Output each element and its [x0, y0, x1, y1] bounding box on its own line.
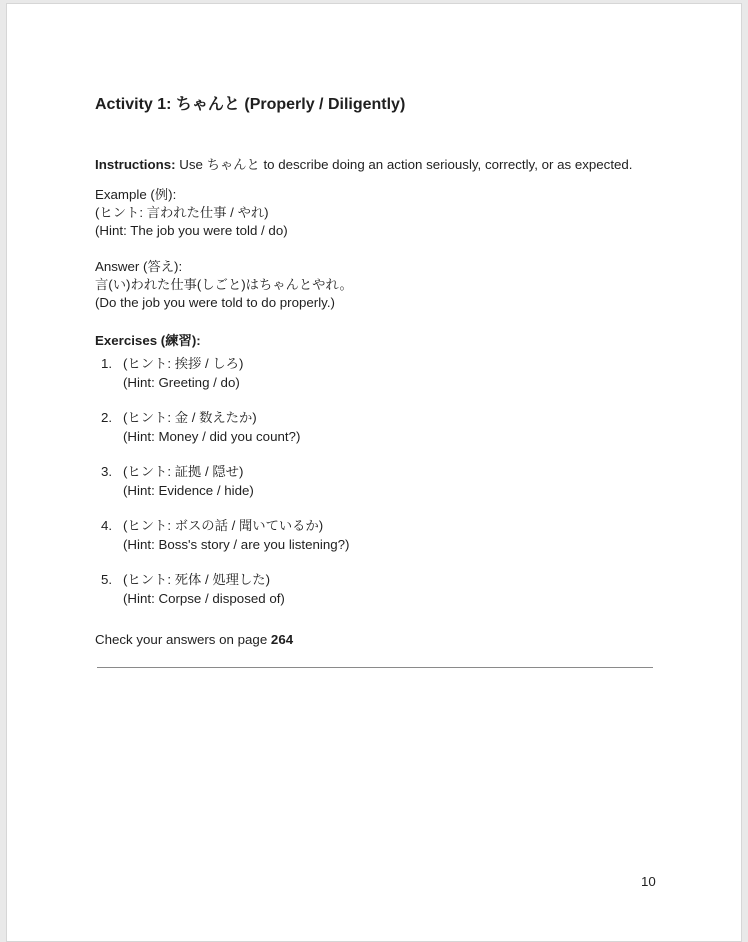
example-hint-en: (Hint: The job you were told / do)	[95, 223, 288, 238]
exercise-hint-en: (Hint: Evidence / hide)	[123, 482, 254, 498]
section-divider	[97, 667, 653, 668]
exercise-number: 4.	[101, 518, 113, 533]
exercise-hint-jp: (ヒント: 証拠 / 隠せ)	[123, 464, 244, 479]
exercise-text	[123, 571, 285, 608]
exercise-text	[123, 463, 254, 500]
example-heading: Example (例):	[95, 187, 177, 202]
exercise-number: 5.	[101, 572, 113, 587]
exercise-number: 3.	[101, 464, 113, 479]
exercise-hint-en: (Hint: Boss's story / are you listening?)	[123, 536, 350, 552]
answer-block	[95, 258, 353, 312]
exercise-hint-jp: (ヒント: 金 / 数えたか)	[123, 410, 257, 425]
check-answers-page: 264	[270, 632, 294, 647]
example-hint-jp: (ヒント: 言われた仕事 / やれ)	[95, 205, 269, 220]
page-number: 10	[641, 874, 656, 889]
exercise-text	[123, 355, 243, 392]
check-answers-text: Check your answers on page	[95, 632, 271, 647]
exercise-hint-en: (Hint: Greeting / do)	[123, 374, 240, 390]
activity-title: Activity 1: ちゃんと (Properly / Diligently)	[95, 96, 406, 113]
exercise-number: 1.	[101, 356, 113, 371]
answer-heading: Answer (答え):	[95, 259, 183, 274]
instructions	[95, 154, 633, 173]
exercise-hint-jp: (ヒント: ボスの話 / 聞いているか)	[123, 518, 324, 533]
answer-jp: 言(い)われた仕事(しごと)はちゃんとやれ。	[95, 277, 353, 292]
exercise-hint-jp: (ヒント: 死体 / 処理した)	[123, 572, 270, 587]
exercises-heading: Exercises (練習):	[95, 333, 201, 348]
exercise-hint-en: (Hint: Money / did you count?)	[123, 428, 301, 444]
exercise-text	[123, 517, 349, 554]
exercise-hint-en: (Hint: Corpse / disposed of)	[123, 590, 285, 606]
instructions-text: Use ちゃんと to describe doing an action seriously, correctly, or as expected.	[175, 157, 633, 172]
example-block	[95, 186, 288, 240]
instructions-label: Instructions:	[95, 157, 176, 172]
exercise-text	[123, 409, 300, 446]
exercise-hint-jp: (ヒント: 挨拶 / しろ)	[123, 356, 244, 371]
check-answers-note	[95, 632, 293, 647]
answer-en: (Do the job you were told to do properly.)	[95, 295, 335, 310]
document-page	[6, 3, 742, 942]
exercise-number: 2.	[101, 410, 113, 425]
